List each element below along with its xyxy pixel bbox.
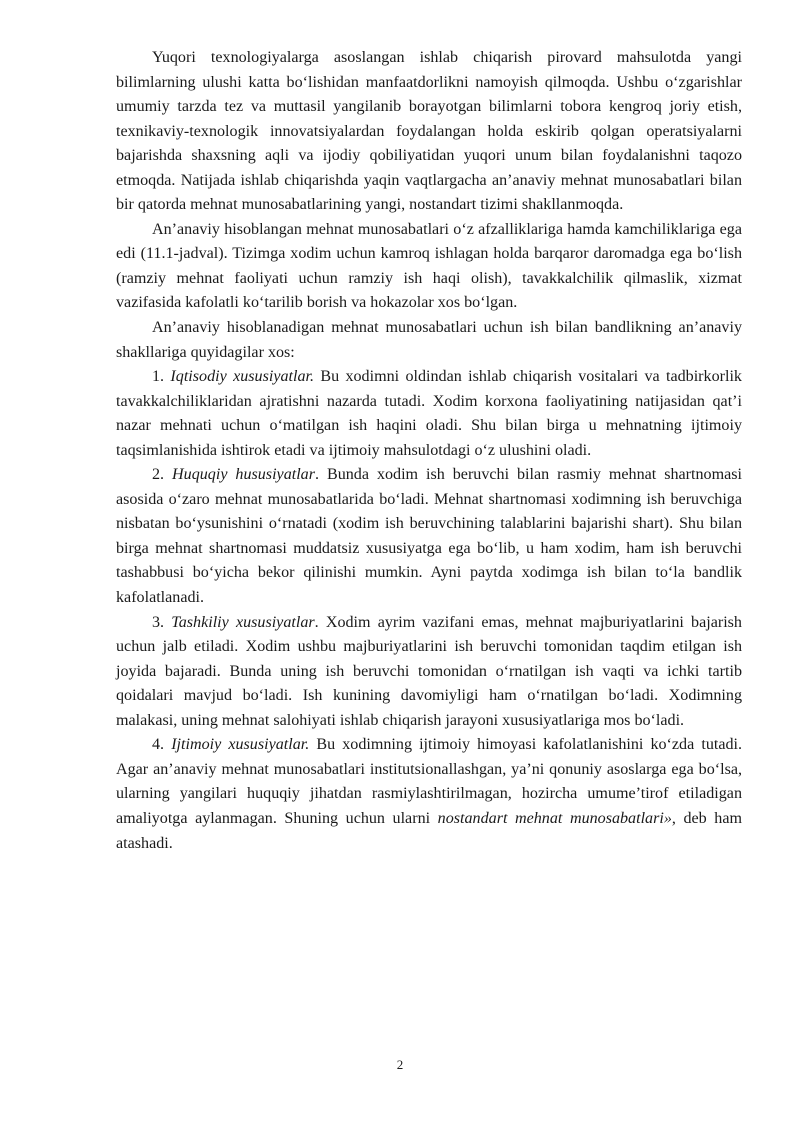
list-item-legal	[116, 463, 742, 610]
list-item-title: Ijtimoiy xususiyatlar.	[171, 736, 310, 754]
list-item-title: Tashkiliy xususiyatlar	[171, 613, 315, 631]
paragraph-text: An’anaviy hisoblanadigan mehnat munosabatlari uchun ish bilan bandlikning an’anaviy shakllariga quyidagilar xos:	[116, 319, 742, 361]
list-number: 4.	[152, 736, 165, 754]
list-number: 3.	[152, 613, 165, 631]
list-item-title: Iqtisodiy xususiyatlar.	[170, 368, 314, 386]
list-item-social	[116, 733, 742, 856]
list-number: 1.	[152, 368, 165, 386]
paragraph-traditional-relations	[116, 218, 742, 316]
paragraph-list-intro	[116, 316, 742, 365]
list-item-text: . Xodim ayrim vazifani emas, mehnat majburiyatlarini bajarish uchun jalb etiladi. Xodim ushbu majburiyatlarini ish beruvchi tomonidan taqdim etilgan ish joyida bajaradi. Bunda uning ish beruvchi tomonidan o‘rnatilgan ish vaqti va ichki tartib qoidalari mavjud bo‘ladi. Ish kunining davomiyligi ham o‘rnatilgan bo‘ladi. Xodimning malakasi, uning mehnat salohiyati ishlab chiqarish jarayoni xususiyatlariga mos bo‘ladi.	[116, 613, 742, 729]
list-item-title: Huquqiy hususiyatlar	[172, 466, 315, 484]
document-page	[116, 46, 742, 856]
list-item-ending: , deb ham atashadi.	[116, 809, 742, 852]
list-item-text: Bu xodimni oldindan ishlab chiqarish vositalari va tadbirkorlik tavakkalchiliklaridan ajratishni nazarda tutadi. Xodim korxona faoliyatining natijasidan qat’i nazar mehnati uchun o‘matilgan ish haqini oladi. Shu bilan birga u mehnatning ijtimoiy taqsimlanishida ishtirok etadi va ijtimoiy mahsulotdagi o‘z ulushini oladi.	[116, 368, 742, 459]
list-number: 2.	[152, 466, 165, 484]
list-item-organizational	[116, 611, 742, 734]
paragraph-text: An’anaviy hisoblangan mehnat munosabatlari o‘z afzalliklariga hamda kamchiliklariga ega edi (11.1-jadval). Tizimga xodim uchun kamroq ishlagan holda barqaror daromadga ega bo‘lish (ramziy mehnat faoliyati uchun ramziy ish haqi olish), tavakkalchilik qilmaslik, xizmat vazifasida kafolatli ko‘tarilib borish va hokazolar xos bo‘lgan.	[116, 220, 742, 312]
paragraph-text: Yuqori texnologiyalarga asoslangan ishlab chiqarish pirovard mahsulotda yangi bilimlarning ulushi katta bo‘lishidan manfaatdorlikni namoyish qilmoqda. Ushbu o‘zgarishlar umumiy tarzda tez va muttasil yangilanib borayotgan bilimlarni tobora kengroq joriy etish, texnikaviy-texnologik innovatsiyalardan foydalangan holda eskirib qolgan operatsiyalarni bajarishda shaxsning aqli va ijodiy qobiliyatidan yuqori unum bilan foydalanishni taqozo etmoqda. Natijada ishlab chiqarishda yaqin vaqtlargacha an’anaviy mehnat munosabatlari bilan bir qatorda mehnat munosabatlarining yangi, nostandart tizimi shakllanmoqda.	[116, 49, 742, 214]
italic-term: nostandart mehnat munosabatlari»	[437, 809, 672, 827]
list-item-text: Bu xodimning ijtimoiy himoyasi kafolatlanishini ko‘zda tutadi. Agar an’anaviy mehnat munosabatlari institutsionallashgan, ya’ni qonuniy asoslarga ega bo‘lsa, ularning yangilari huquqiy jihatdan rasmiylashtirilmagan, hozircha umume’tirof etiladigan amaliyotga aylanmagan. Shuning uchun ularni	[116, 736, 743, 827]
list-item-economic	[116, 365, 742, 463]
paragraph-intro	[116, 46, 742, 218]
list-item-text: . Bunda xodim ish beruvchi bilan rasmiy mehnat shartnomasi asosida o‘zaro mehnat munosabatlarida bo‘ladi. Mehnat shartnomasi xodimning ish beruvchiga nisbatan bo‘ysunishini o‘rnatadi (xodim ish beruvchining talablarini bajarishi shart). Shu bilan birga mehnat shartnomasi muddatsiz xususiyatga ega bo‘lib, u ham xodim, ham ish beruvchi tashabbusi bo‘yicha bekor qilinishi mumkin. Ayni paytda xodimga ish bilan to‘la bandlik kafolatlanadi.	[116, 466, 742, 607]
page-number: 2	[396, 1057, 404, 1072]
